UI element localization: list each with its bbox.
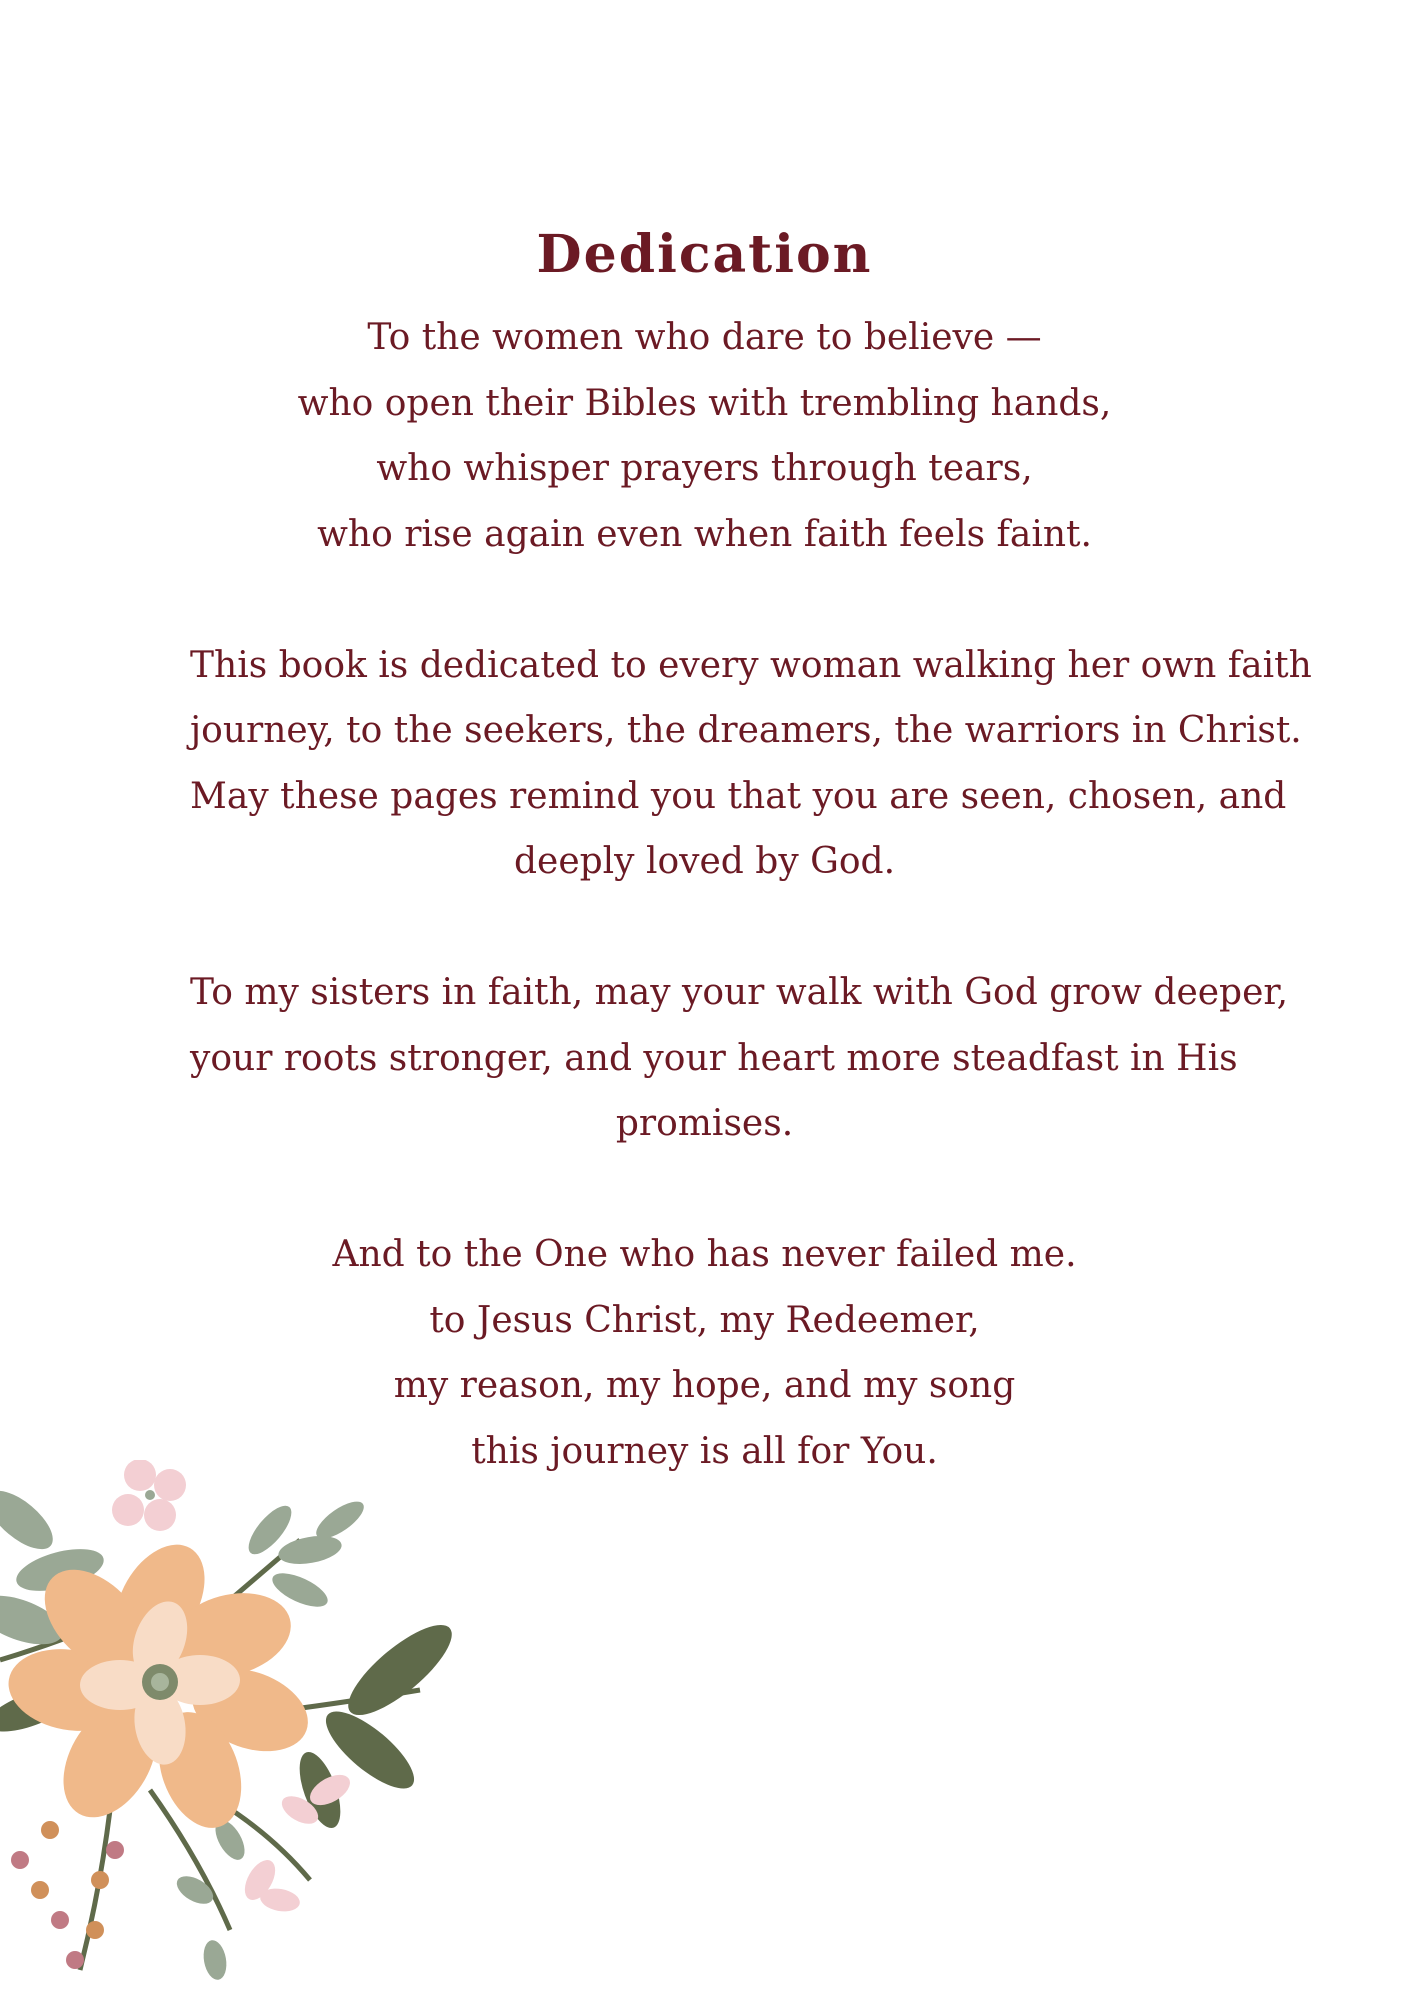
text-line: to Jesus Christ, my Redeemer, bbox=[429, 1299, 980, 1341]
paragraph-2 bbox=[190, 633, 1312, 895]
dedication-text bbox=[190, 305, 1312, 1550]
text-line: journey, to the seekers, the dreamers, the warriors in Christ. bbox=[190, 710, 1302, 751]
text-line: deeply loved by God. bbox=[513, 841, 896, 882]
paragraph-4 bbox=[190, 1222, 1219, 1484]
text-line: my reason, my hope, and my song bbox=[393, 1365, 1016, 1406]
text-line: who whisper prayers through tears, bbox=[376, 448, 1033, 489]
text-line: who open their Bibles with trembling hands, bbox=[297, 382, 1112, 424]
text-line: This book is dedicated to every woman walking her own faith bbox=[190, 644, 1312, 686]
floral-bouquet-icon bbox=[0, 1460, 560, 2000]
text-line: promises. bbox=[615, 1103, 794, 1144]
small-pink-blossoms bbox=[239, 1769, 355, 1915]
paragraph-3 bbox=[190, 960, 1289, 1157]
text-line: this journey is all for You. bbox=[471, 1430, 938, 1472]
text-line: And to the One who has never failed me. bbox=[332, 1234, 1077, 1275]
text-line: To the women who dare to believe — bbox=[367, 317, 1042, 358]
text-line: who rise again even when faith feels faint. bbox=[317, 513, 1092, 555]
text-line: To my sisters in faith, may your walk with God grow deeper, bbox=[190, 972, 1289, 1013]
pink-flower bbox=[112, 1460, 186, 1531]
paragraph-1 bbox=[190, 305, 1219, 567]
page-title: Dedication bbox=[536, 223, 873, 285]
text-line: your roots stronger, and your heart more steadfast in His bbox=[190, 1037, 1238, 1079]
text-line: May these pages remind you that you are seen, chosen, and bbox=[190, 775, 1287, 817]
